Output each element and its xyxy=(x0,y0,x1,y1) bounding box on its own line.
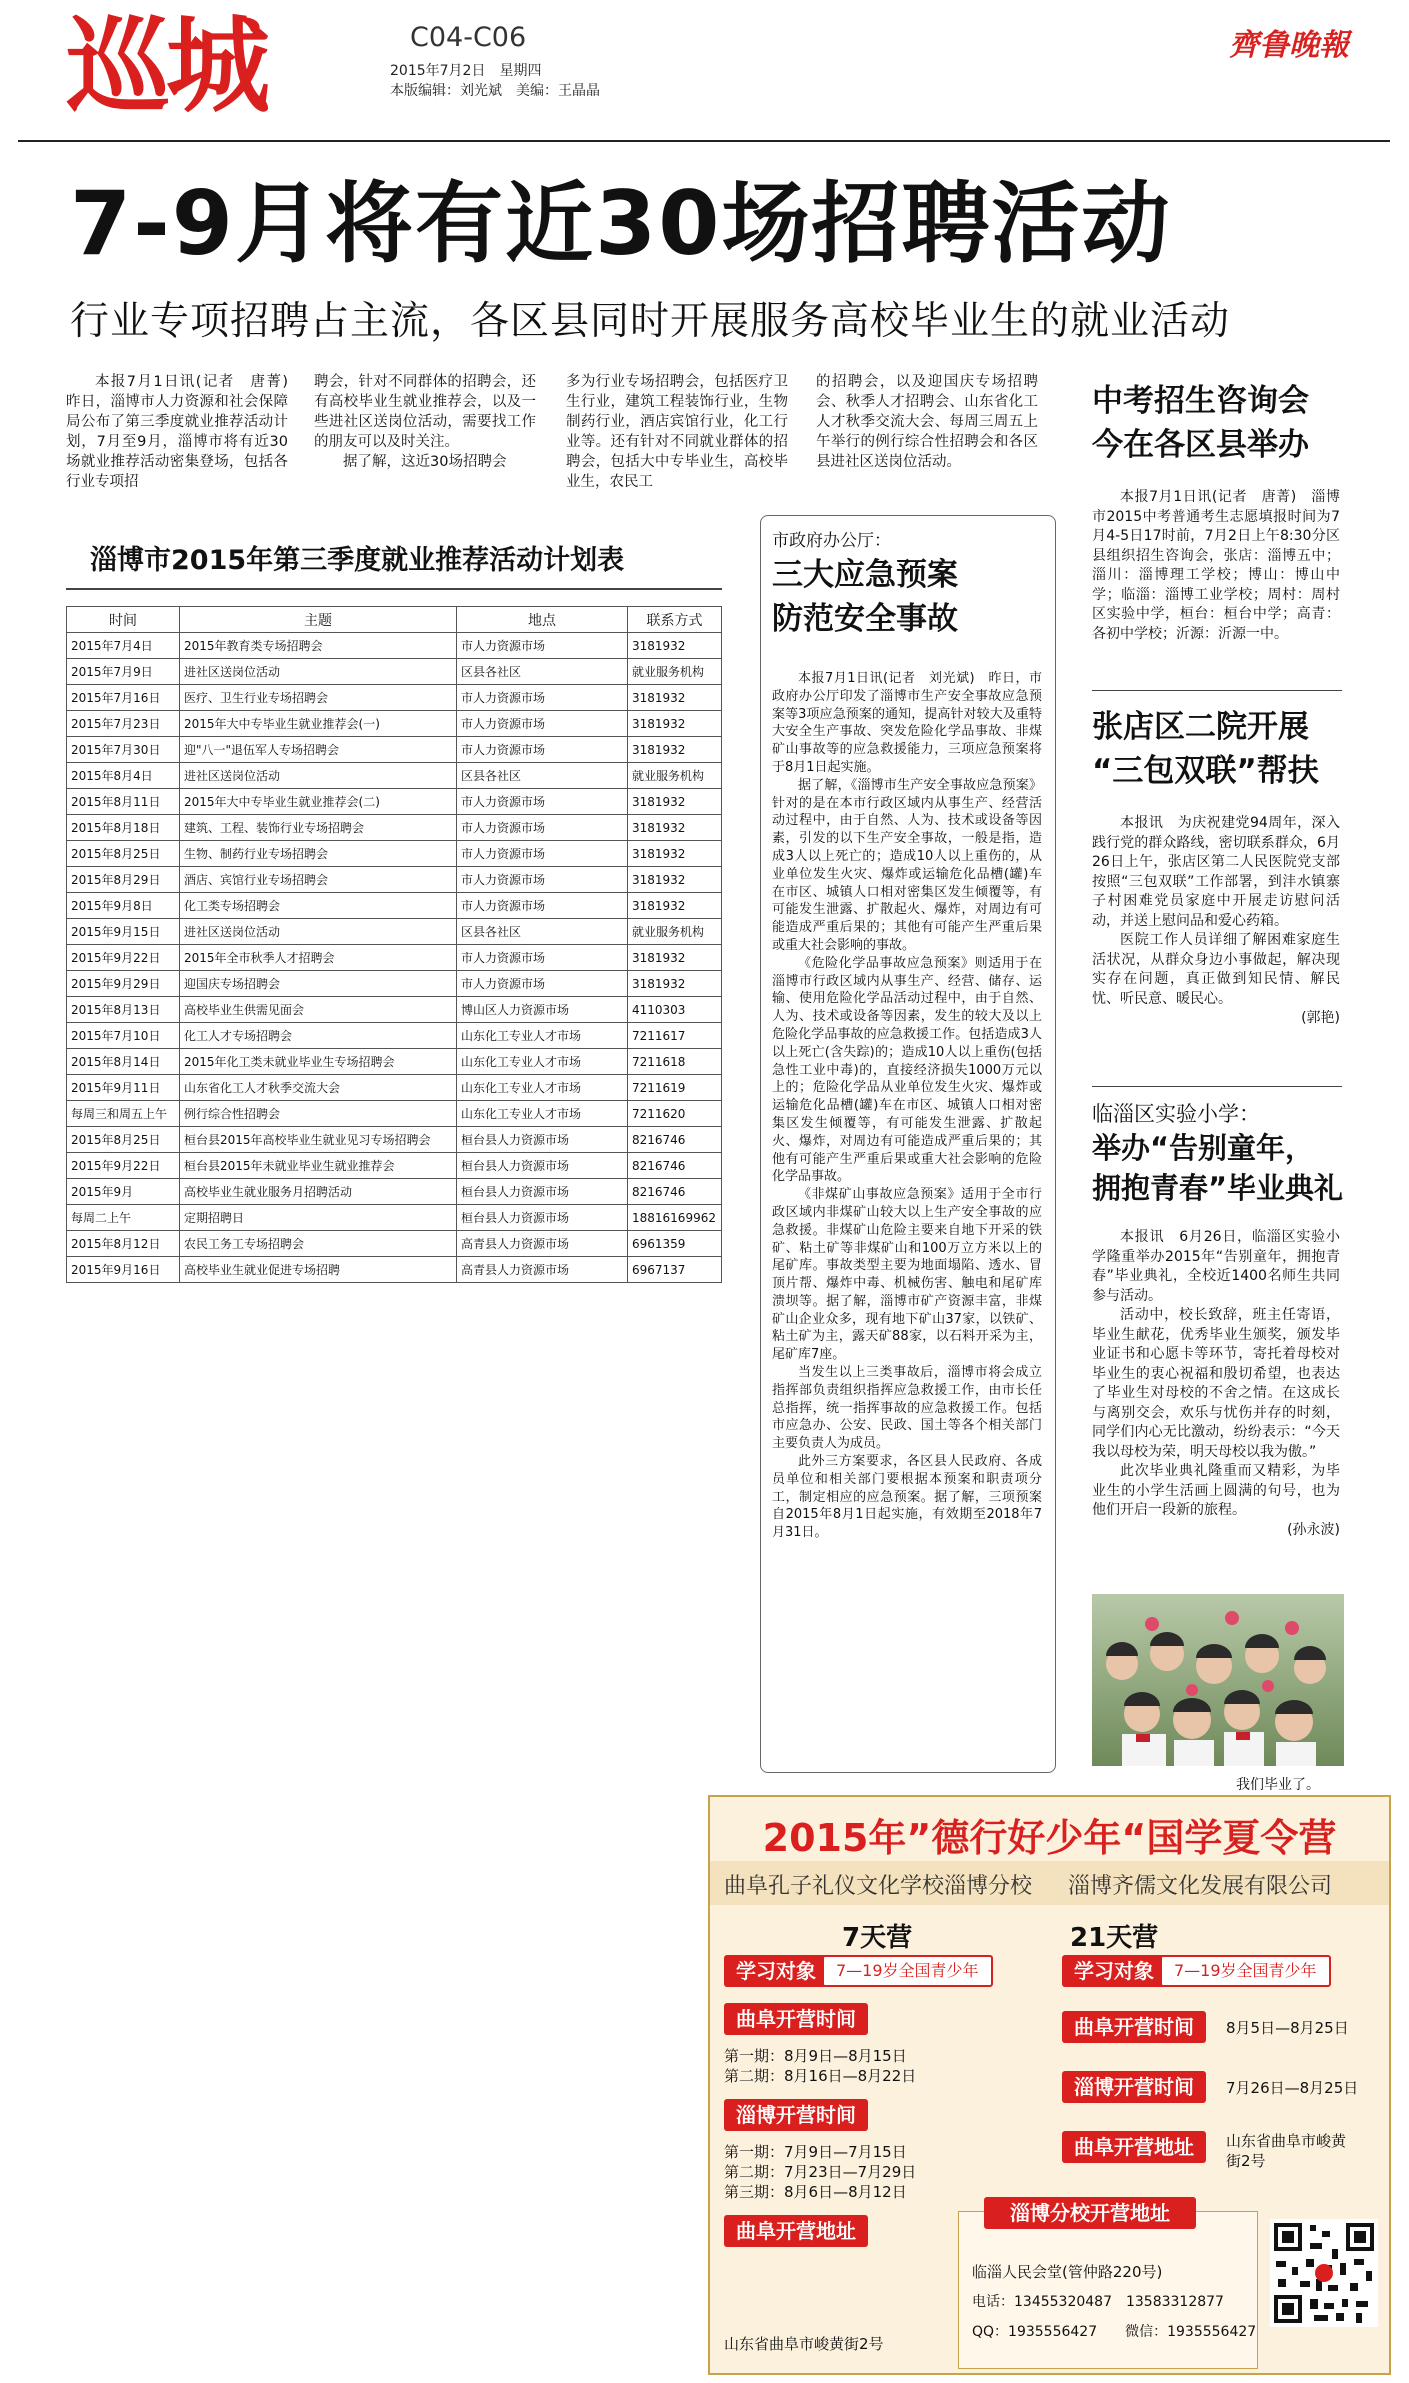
column-header: 时间 xyxy=(67,607,180,633)
camp-7-target-label: 学习对象 xyxy=(724,1955,828,1987)
lead-paragraph: 的招聘会，以及迎国庆专场招聘会、秋季人才招聘会、山东省化工人才秋季交流大会、每周三周五上午举行的例行综合性招聘会和各区县进社区送岗位活动。 xyxy=(816,374,1038,470)
article-paragraph: 《非煤矿山事故应急预案》适用于全市行政区域内非煤矿山较大以上生产安全事故的应急救援。非煤矿山危险主要来自地下开采的铁矿、粘土矿等非煤矿山和100万立方米以上的尾矿库。事故类型主要为地面塌陷、透水、冒顶片帮、爆炸中毒、机械伤害、触电和尾矿库溃坝等。据了解，淄博市矿产资源丰富，非煤矿山企业众多，现有地下矿山37家，以铁矿、粘土矿为主，露天矿88家，以石料开采为主，尾矿库7座。 xyxy=(772,1187,1042,1363)
row-topic: 山东省化工人才秋季交流大会 xyxy=(180,1075,457,1101)
table-row xyxy=(67,1127,722,1153)
row-date: 2015年8月18日 xyxy=(67,815,180,841)
row-date: 每周二上午 xyxy=(67,1205,180,1231)
column-header: 联系方式 xyxy=(628,607,722,633)
story-paragraph: 本报讯 为庆祝建党94周年，深入践行党的群众路线，密切联系群众，6月26日上午，张店区第二人民医院党支部按照“三包双联”工作部署，到沣水镇寨子村困难党员家庭中开展走访慰问活动，并送上慰问品和爱心药箱。 xyxy=(1092,815,1340,929)
table-row xyxy=(67,1205,722,1231)
row-topic: 高校毕业生供需见面会 xyxy=(180,997,457,1023)
row-contact: 3181932 xyxy=(628,945,722,971)
summer-camp-advertisement xyxy=(708,1795,1391,2375)
row-contact: 8216746 xyxy=(628,1153,722,1179)
lead-col-1 xyxy=(66,372,303,492)
qr-code xyxy=(1270,2219,1378,2327)
camp-7-heading: 7天营 xyxy=(842,1923,913,1953)
row-contact: 8216746 xyxy=(628,1179,722,1205)
camp-21-heading: 21天营 xyxy=(1070,1923,1159,1953)
row-date: 2015年7月23日 xyxy=(67,711,180,737)
lead-paragraph: 本报7月1日讯(记者 唐菁) 昨日，淄博市人力资源和社会保障局公布了第三季度就业推荐活动计划，7月至9月，淄博市将有近30场就业推荐活动密集登场，包括各行业专项招 xyxy=(66,374,303,490)
row-location: 区县各社区 xyxy=(457,659,628,685)
row-contact: 3181932 xyxy=(628,971,722,997)
row-location: 市人力资源市场 xyxy=(457,867,628,893)
lead-paragraph: 聘会，针对不同群体的招聘会，还有高校毕业生就业推荐会，以及一些进社区送岗位活动，需要找工作的朋友可以及时关注。 xyxy=(314,374,536,450)
row-location: 山东化工专业人才市场 xyxy=(457,1023,628,1049)
column-header: 地点 xyxy=(457,607,628,633)
table-row xyxy=(67,1153,722,1179)
article-body xyxy=(772,670,1042,1542)
article-title-line-1: 三大应急预案 xyxy=(772,557,958,593)
column-header: 主题 xyxy=(180,607,457,633)
row-location: 市人力资源市场 xyxy=(457,945,628,971)
table-row xyxy=(67,633,722,659)
editor-credits: 本版编辑：刘光斌 美编：王晶晶 xyxy=(390,83,600,99)
table-row xyxy=(67,919,722,945)
row-topic: 桓台县2015年高校毕业生就业见习专场招聘会 xyxy=(180,1127,457,1153)
camp-21-qufu-period: 8月5日—8月25日 xyxy=(1226,2019,1349,2037)
story-paragraph: 此次毕业典礼隆重而又精彩，为毕业生的小学生活画上圆满的句号，也为他们开启一段新的旅程。 xyxy=(1092,1463,1340,1518)
issue-date: 2015年7月2日 星期四 xyxy=(390,63,542,79)
table-row xyxy=(67,711,722,737)
row-contact: 就业服务机构 xyxy=(628,919,722,945)
row-contact: 3181932 xyxy=(628,841,722,867)
row-date: 2015年8月14日 xyxy=(67,1049,180,1075)
row-contact: 3181932 xyxy=(628,893,722,919)
row-date: 2015年9月22日 xyxy=(67,945,180,971)
row-date: 2015年9月 xyxy=(67,1179,180,1205)
table-row xyxy=(67,893,722,919)
table-row xyxy=(67,1101,722,1127)
row-date: 2015年7月16日 xyxy=(67,685,180,711)
graduation-photo xyxy=(1092,1594,1344,1766)
main-subheadline: 行业专项招聘占主流，各区县同时开展服务高校毕业生的就业活动 xyxy=(70,299,1231,344)
story-3-title-line-2: 拥抱青春”毕业典礼 xyxy=(1092,1171,1344,1205)
article-paragraph: 《危险化学品事故应急预案》则适用于在淄博市行政区域内从事生产、经营、储存、运输、使用危险化学品活动过程中，由于自然、人为、技术或设备等因素，发生的较大及以上危险化学品事故的应急救援工作。包括造成3人以上死亡(含失踪)的；造成10人以上重伤(包括急性工业中毒)的，直接经济损失1000万元以上的；危险化学品从业单位发生火灾、爆炸或运输危化品槽(罐)车在市区、城镇人口相对密集区发生倾覆等，有可能发生泄露、扩散起火、爆炸，对周边有可能造成严重后果的；其他有可能产生严重后果或重大社会影响的危险化学品事故。 xyxy=(772,955,1042,1185)
camp-7-qufu-time-label: 曲阜开营时间 xyxy=(724,2003,868,2035)
table-title-rule xyxy=(66,588,722,590)
row-contact: 3181932 xyxy=(628,789,722,815)
row-topic: 定期招聘日 xyxy=(180,1205,457,1231)
recruitment-plan-table xyxy=(66,606,722,1283)
row-topic: 2015年大中专毕业生就业推荐会(二) xyxy=(180,789,457,815)
table-body xyxy=(67,633,722,1283)
row-contact: 7211620 xyxy=(628,1101,722,1127)
row-contact: 3181932 xyxy=(628,815,722,841)
row-contact: 7211619 xyxy=(628,1075,722,1101)
story-3-title-line-1: 举办“告别童年， xyxy=(1092,1131,1315,1165)
row-date: 2015年9月11日 xyxy=(67,1075,180,1101)
row-location: 区县各社区 xyxy=(457,919,628,945)
story-1-title-line-2: 今在各区县举办 xyxy=(1092,427,1309,463)
row-contact: 3181932 xyxy=(628,867,722,893)
row-date: 2015年9月29日 xyxy=(67,971,180,997)
row-contact: 7211617 xyxy=(628,1023,722,1049)
table-row xyxy=(67,659,722,685)
row-topic: 生物、制药行业专场招聘会 xyxy=(180,841,457,867)
camp-7-zibo-period: 第二期：7月23日—7月29日 xyxy=(724,2163,917,2181)
lead-col-4 xyxy=(816,372,1038,472)
camp-21-zibo-period: 7月26日—8月25日 xyxy=(1226,2079,1359,2097)
row-contact: 4110303 xyxy=(628,997,722,1023)
branch-qq-wechat: QQ：1935556427 微信：1935556427 xyxy=(972,2324,1257,2340)
row-contact: 就业服务机构 xyxy=(628,763,722,789)
branch-phone: 电话：13455320487 13583312877 xyxy=(972,2294,1224,2310)
ad-org-2: 淄博齐儒文化发展有限公司 xyxy=(1068,1874,1333,1899)
story-3-body xyxy=(1092,1228,1340,1540)
row-date: 2015年9月22日 xyxy=(67,1153,180,1179)
row-location: 市人力资源市场 xyxy=(457,633,628,659)
row-contact: 6967137 xyxy=(628,1257,722,1283)
row-date: 2015年7月10日 xyxy=(67,1023,180,1049)
camp-21-target-label: 学习对象 xyxy=(1062,1955,1166,1987)
camp-7-qufu-period: 第二期：8月16日—8月22日 xyxy=(724,2067,917,2085)
camp-7-zibo-period: 第三期：8月6日—8月12日 xyxy=(724,2183,907,2201)
row-contact: 6961359 xyxy=(628,1231,722,1257)
row-location: 博山区人力资源市场 xyxy=(457,997,628,1023)
table-row xyxy=(67,1023,722,1049)
row-topic: 酒店、宾馆行业专场招聘会 xyxy=(180,867,457,893)
row-date: 2015年8月11日 xyxy=(67,789,180,815)
story-1-body xyxy=(1092,488,1340,644)
article-kicker: 市政府办公厅： xyxy=(772,531,891,551)
row-location: 市人力资源市场 xyxy=(457,685,628,711)
table-row xyxy=(67,737,722,763)
camp-21-address: 山东省曲阜市峻黄街2号 xyxy=(1226,2132,1347,2170)
table-title: 淄博市2015年第三季度就业推荐活动计划表 xyxy=(90,545,625,576)
row-topic: 2015年教育类专场招聘会 xyxy=(180,633,457,659)
camp-7-qufu-period: 第一期：8月9日—8月15日 xyxy=(724,2047,907,2065)
table-row xyxy=(67,971,722,997)
row-location: 市人力资源市场 xyxy=(457,737,628,763)
ad-title: 2015年”德行好少年“国学夏令营 xyxy=(762,1816,1337,1860)
table-row xyxy=(67,1231,722,1257)
row-date: 2015年8月4日 xyxy=(67,763,180,789)
row-date: 2015年7月30日 xyxy=(67,737,180,763)
row-location: 高青县人力资源市场 xyxy=(457,1231,628,1257)
main-headline: 7-9月将有近30场招聘活动 xyxy=(70,172,1172,275)
row-date: 2015年8月25日 xyxy=(67,1127,180,1153)
row-topic: 例行综合性招聘会 xyxy=(180,1101,457,1127)
section-logo: 巡城 xyxy=(66,4,267,127)
story-paragraph: 本报讯 6月26日，临淄区实验小学隆重举办2015年“告别童年，拥抱青春”毕业典礼，全校近1400名师生共同参与活动。 xyxy=(1092,1229,1340,1304)
photo-caption: 我们毕业了。 xyxy=(1236,1777,1320,1793)
table-row xyxy=(67,815,722,841)
row-date: 2015年9月15日 xyxy=(67,919,180,945)
story-1-title-line-1: 中考招生咨询会 xyxy=(1092,383,1309,419)
table-row xyxy=(67,945,722,971)
row-topic: 进社区送岗位活动 xyxy=(180,763,457,789)
table-row xyxy=(67,1049,722,1075)
camp-7-target-value: 7—19岁全国青少年 xyxy=(822,1955,993,1987)
row-topic: 2015年化工类未就业毕业生专场招聘会 xyxy=(180,1049,457,1075)
camp-7-address: 山东省曲阜市峻黄街2号 xyxy=(724,2335,884,2353)
row-topic: 迎"八一"退伍军人专场招聘会 xyxy=(180,737,457,763)
camp-21-zibo-time-label: 淄博开营时间 xyxy=(1062,2071,1206,2103)
story-divider xyxy=(1092,1086,1342,1087)
ad-org-1: 曲阜孔子礼仪文化学校淄博分校 xyxy=(724,1874,1033,1899)
row-date: 2015年8月29日 xyxy=(67,867,180,893)
row-location: 山东化工专业人才市场 xyxy=(457,1101,628,1127)
row-location: 市人力资源市场 xyxy=(457,841,628,867)
row-contact: 3181932 xyxy=(628,633,722,659)
row-date: 每周三和周五上午 xyxy=(67,1101,180,1127)
row-topic: 高校毕业生就业促进专场招聘 xyxy=(180,1257,457,1283)
row-topic: 建筑、工程、装饰行业专场招聘会 xyxy=(180,815,457,841)
row-topic: 2015年全市秋季人才招聘会 xyxy=(180,945,457,971)
row-location: 高青县人力资源市场 xyxy=(457,1257,628,1283)
row-date: 2015年7月4日 xyxy=(67,633,180,659)
row-location: 市人力资源市场 xyxy=(457,711,628,737)
table-row xyxy=(67,867,722,893)
row-contact: 8216746 xyxy=(628,1127,722,1153)
row-location: 市人力资源市场 xyxy=(457,893,628,919)
story-2-title-line-1: 张店区二院开展 xyxy=(1092,709,1309,745)
row-location: 桓台县人力资源市场 xyxy=(457,1153,628,1179)
camp-7-address-label: 曲阜开营地址 xyxy=(724,2215,868,2247)
row-contact: 18816169962 xyxy=(628,1205,722,1231)
article-paragraph: 当发生以上三类事故后，淄博市将会成立指挥部负责组织指挥应急救援工作，由市长任总指挥，统一指挥事故的应急救援工作。包括市应急办、公安、民政、国土等各个相关部门主要负责人为成员。 xyxy=(772,1365,1042,1452)
table-row xyxy=(67,841,722,867)
row-location: 区县各社区 xyxy=(457,763,628,789)
page-range: C04-C06 xyxy=(410,22,527,53)
story-paragraph: 本报7月1日讯(记者 唐菁) 淄博市2015中考普通考生志愿填报时间为7月4-5日17时前，7月2日上午8:30分区县组织招生咨询会，张店：淄博五中；淄川：淄博理工学校；博山：博山中学；临淄：淄博工业学校；周村：周村区实验中学，桓台：桓台中学；高青：各初中学校；沂源：沂源一中。 xyxy=(1092,489,1340,642)
row-topic: 高校毕业生就业服务月招聘活动 xyxy=(180,1179,457,1205)
table-header-row xyxy=(67,607,722,633)
story-3-kicker: 临淄区实验小学： xyxy=(1092,1102,1260,1126)
table-row xyxy=(67,1257,722,1283)
row-contact: 7211618 xyxy=(628,1049,722,1075)
table-row xyxy=(67,1075,722,1101)
article-paragraph: 此外三方案要求，各区县人民政府、各成员单位和相关部门要根据本预案和职责项分工，制定相应的应急预案。据了解，三项预案自2015年8月1日起实施，有效期至2018年7月31日。 xyxy=(772,1454,1042,1541)
camp-21-target-value: 7—19岁全国青少年 xyxy=(1160,1955,1331,1987)
row-location: 山东化工专业人才市场 xyxy=(457,1075,628,1101)
story-2-title-line-2: “三包双联”帮扶 xyxy=(1092,753,1319,789)
row-topic: 医疗、卫生行业专场招聘会 xyxy=(180,685,457,711)
lead-paragraph: 据了解，这近30场招聘会 xyxy=(343,454,507,470)
row-location: 桓台县人力资源市场 xyxy=(457,1179,628,1205)
row-date: 2015年7月9日 xyxy=(67,659,180,685)
lead-col-3 xyxy=(566,372,788,492)
row-topic: 化工人才专场招聘会 xyxy=(180,1023,457,1049)
row-location: 桓台县人力资源市场 xyxy=(457,1127,628,1153)
branch-address: 临淄人民会堂(管仲路220号) xyxy=(972,2263,1163,2281)
camp-7-zibo-period: 第一期：7月9日—7月15日 xyxy=(724,2143,907,2161)
row-date: 2015年8月25日 xyxy=(67,841,180,867)
article-title-line-2: 防范安全事故 xyxy=(772,601,958,637)
row-date: 2015年9月8日 xyxy=(67,893,180,919)
row-contact: 3181932 xyxy=(628,711,722,737)
row-topic: 迎国庆专场招聘会 xyxy=(180,971,457,997)
table-row xyxy=(67,763,722,789)
row-contact: 3181932 xyxy=(628,685,722,711)
row-contact: 就业服务机构 xyxy=(628,659,722,685)
newspaper-logo: 齊鲁晚報 xyxy=(1229,28,1349,63)
table-row xyxy=(67,997,722,1023)
lead-paragraph: 多为行业专场招聘会，包括医疗卫生行业，建筑工程装饰行业，生物制药行业，酒店宾馆行业，化工行业等。还有针对不同就业群体的招聘会，包括大中专毕业生，高校毕业生，农民工 xyxy=(566,374,788,490)
row-location: 市人力资源市场 xyxy=(457,971,628,997)
row-location: 市人力资源市场 xyxy=(457,815,628,841)
lead-col-2 xyxy=(314,372,536,472)
row-date: 2015年8月12日 xyxy=(67,1231,180,1257)
row-topic: 桓台县2015年未就业毕业生就业推荐会 xyxy=(180,1153,457,1179)
story-2-body xyxy=(1092,814,1340,1029)
table-row xyxy=(67,685,722,711)
story-byline: (孙永波) xyxy=(1287,1521,1340,1538)
row-date: 2015年9月16日 xyxy=(67,1257,180,1283)
row-topic: 农民工务工专场招聘会 xyxy=(180,1231,457,1257)
story-paragraph: 医院工作人员详细了解困难家庭生活状况，从群众身边小事做起，解决现实存在问题，真正做到知民情、解民忧、听民意、暖民心。 xyxy=(1092,932,1340,1007)
table-row xyxy=(67,1179,722,1205)
row-contact: 3181932 xyxy=(628,737,722,763)
camp-21-address-label: 曲阜开营地址 xyxy=(1062,2131,1206,2163)
row-topic: 进社区送岗位活动 xyxy=(180,919,457,945)
branch-address-label: 淄博分校开营地址 xyxy=(984,2197,1196,2229)
row-date: 2015年8月13日 xyxy=(67,997,180,1023)
row-location: 桓台县人力资源市场 xyxy=(457,1205,628,1231)
row-topic: 进社区送岗位活动 xyxy=(180,659,457,685)
story-divider xyxy=(1092,690,1342,691)
table-row xyxy=(67,789,722,815)
row-topic: 2015年大中专毕业生就业推荐会(一) xyxy=(180,711,457,737)
story-byline: (郭艳) xyxy=(1301,1010,1340,1026)
camp-21-qufu-time-label: 曲阜开营时间 xyxy=(1062,2011,1206,2043)
row-location: 山东化工专业人才市场 xyxy=(457,1049,628,1075)
camp-7-zibo-time-label: 淄博开营时间 xyxy=(724,2099,868,2131)
branch-info-box xyxy=(958,2211,1258,2369)
row-location: 市人力资源市场 xyxy=(457,789,628,815)
article-paragraph: 据了解，《淄博市生产安全事故应急预案》针对的是在本市行政区域内从事生产、经营活动过程中，由于自然、人为、技术或设备等因素，引发的以下生产安全事故，一般是指，造成3人以上死亡的；造成10人以上重伤的，从业单位发生火灾、爆炸或运输危化品槽(罐)车在市区、城镇人口相对密集区发生倾覆等，有可能发生泄露、扩散起火、爆炸，对周边有可能造成严重后果的；其他有可能产生严重后果或重大社会影响的事故。 xyxy=(772,777,1042,953)
masthead-divider xyxy=(18,140,1390,142)
row-topic: 化工类专场招聘会 xyxy=(180,893,457,919)
story-paragraph: 活动中，校长致辞，班主任寄语，毕业生献花，优秀毕业生颁奖，颁发毕业证书和心愿卡等环节，寄托着母校对毕业生的衷心祝福和殷切希望，也表达了毕业生对母校的不舍之情。在这成长与离别交会，欢乐与忧伤并存的时刻，同学们内心无比激动，纷纷表示：“今天我以母校为荣，明天母校以我为傲。” xyxy=(1092,1307,1340,1460)
article-paragraph: 本报7月1日讯(记者 刘光斌) 昨日，市政府办公厅印发了淄博市生产安全事故应急预案等3项应急预案的通知，提高针对较大及重特大安全生产事故、突发危险化学品事故、非煤矿山事故等的应急救援能力，三项应急预案将于8月1日起实施。 xyxy=(772,671,1042,775)
